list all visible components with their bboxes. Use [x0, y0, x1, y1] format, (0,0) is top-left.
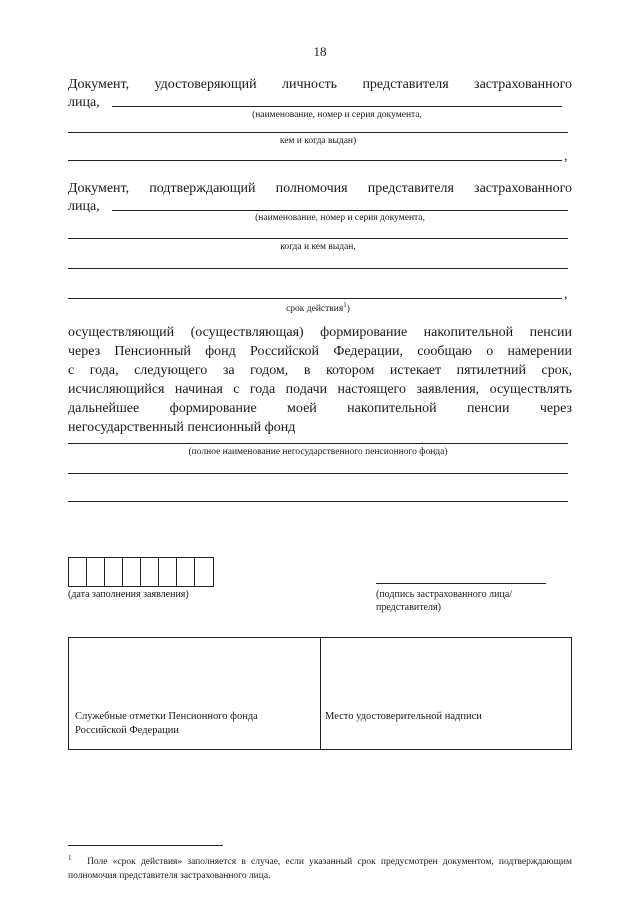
section2-document-field[interactable]	[112, 210, 568, 211]
fund-name-field-3[interactable]	[68, 501, 568, 502]
date-caption: (дата заполнения заявления)	[68, 589, 189, 600]
section1-heading-line2: лица,	[68, 95, 100, 110]
date-cell[interactable]	[141, 558, 159, 586]
date-cell[interactable]	[177, 558, 195, 586]
section2-caption1: (наименование, номер и серия документа,	[255, 213, 425, 223]
section1-caption1: (наименование, номер и серия документа,	[252, 110, 422, 120]
section1-caption2: кем и когда выдан)	[279, 136, 357, 146]
section2-caption3: срок действия$^1$)	[286, 301, 350, 315]
paragraph-line1: осуществляющий (осуществляющая) формирование накопительной пенсии	[68, 325, 572, 340]
footnote-text: Поле «срок действия» заполняется в случае, если указанный срок предусмотрен документом, подтверждающим полномочия представителя застрахованного лица.	[68, 857, 572, 882]
paragraph-line5: дальнейшее формирование моей накопительной пенсии через	[68, 401, 572, 416]
comma: ,	[564, 149, 568, 164]
paragraph-line4: исчисляющийся начиная с года подачи настоящего заявления, осуществлять	[68, 382, 572, 397]
footnote	[68, 851, 572, 883]
section2-heading-line1: Документ, подтверждающий полномочия представителя застрахованного	[68, 181, 572, 196]
fund-name-caption: (полное наименование негосударственного пенсионного фонда)	[188, 447, 448, 457]
page-number: 18	[313, 44, 327, 59]
comma: ,	[564, 287, 568, 302]
fund-name-field[interactable]	[68, 443, 568, 444]
footnote-mark: 1	[68, 854, 72, 862]
date-cell[interactable]	[159, 558, 177, 586]
date-cell[interactable]	[87, 558, 105, 586]
paragraph-line6: негосударственный пенсионный фонд	[68, 420, 296, 435]
date-cell[interactable]	[123, 558, 141, 586]
date-cell[interactable]	[195, 558, 213, 586]
date-cell[interactable]	[69, 558, 87, 586]
paragraph-line2: через Пенсионный фонд Российской Федерации, сообщаю о намерении	[68, 344, 572, 359]
signature-field[interactable]	[376, 583, 546, 584]
section2-document-field-4[interactable]	[68, 298, 562, 299]
section1-document-field[interactable]	[112, 106, 562, 107]
certification-label: Место удостоверительной надписи	[325, 711, 482, 722]
paragraph-line3: с года, следующего за годом, в котором истекает пятилетний срок,	[68, 363, 572, 378]
pension-fund-marks-cell	[69, 638, 321, 749]
section2-caption2: когда и кем выдан,	[280, 242, 356, 252]
fund-name-field-2[interactable]	[68, 473, 568, 474]
signature-caption: (подпись застрахованного лица/ представителя)	[376, 589, 513, 613]
section1-document-field-3[interactable]	[68, 160, 562, 161]
section2-document-field-2[interactable]	[68, 238, 568, 239]
section2-document-field-3[interactable]	[68, 268, 568, 269]
section2-heading-line2: лица,	[68, 199, 100, 214]
section1-heading-line1: Документ, удостоверяющий личность представителя застрахованного	[68, 77, 572, 92]
date-cells[interactable]	[68, 557, 214, 587]
certification-cell	[321, 638, 571, 749]
official-marks-box	[68, 637, 572, 750]
section1-document-field-2[interactable]	[68, 132, 568, 133]
date-cell[interactable]	[105, 558, 123, 586]
footnote-rule	[68, 845, 223, 846]
pension-fund-marks-label: Служебные отметки Пенсионного фонда Российской Федерации	[75, 711, 258, 736]
